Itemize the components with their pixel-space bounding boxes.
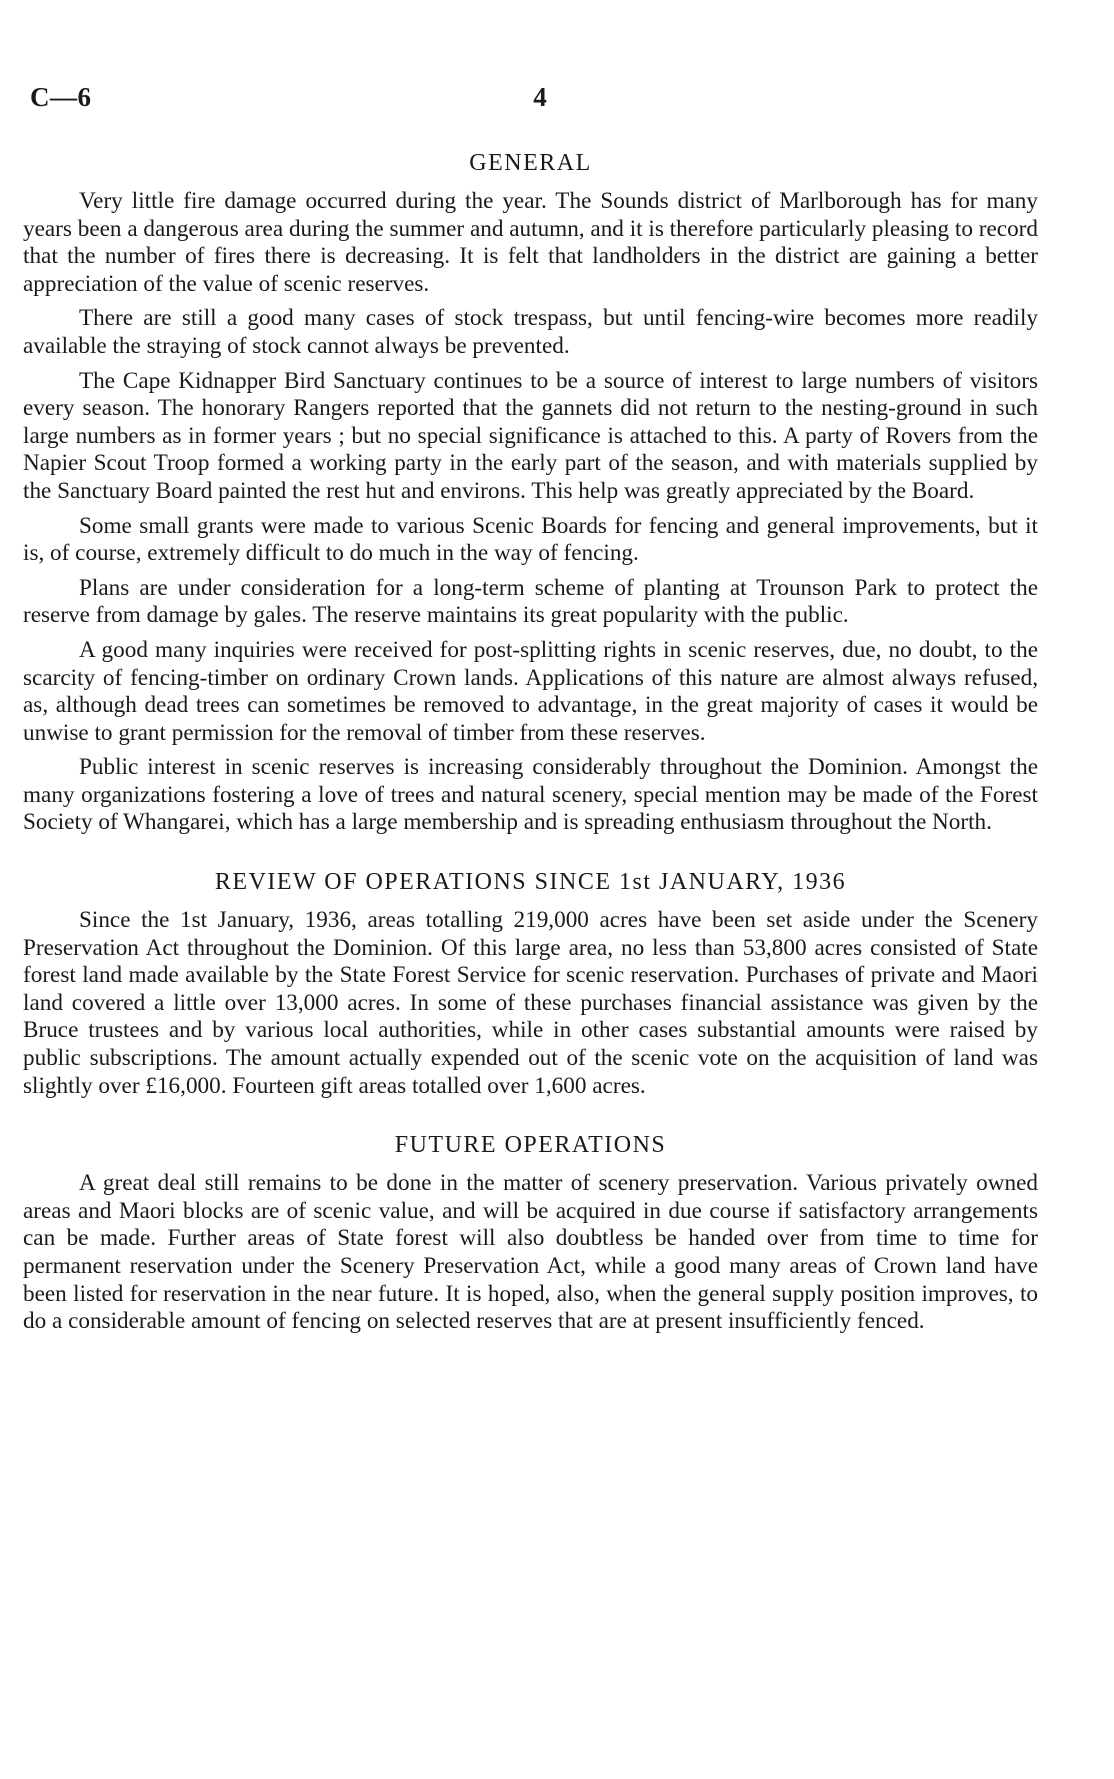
section-heading-general: GENERAL	[469, 150, 592, 176]
page-number: 4	[533, 82, 547, 112]
page-content	[23, 148, 1038, 1343]
section-review	[23, 867, 1038, 1100]
section-future	[23, 1130, 1038, 1336]
paragraph: A great deal still remains to be done in the matter of scenery preservation. Various privately owned areas and Maori blocks are of scenic value, and will be acquired in due course if satisfactory arrangements can be made. Further areas of State forest will also doubtless be handed over from time to time for permanent reservation under the Scenery Preservation Act, while a good many areas of Crown land have been listed for reservation in the near future. It is hoped, also, when the general supply position improves, to do a considerable amount of fencing on selected reserves that are at present insufficiently fenced.	[23, 1170, 1038, 1335]
paragraph: Public interest in scenic reserves is increasing considerably throughout the Dominion. Amongst the many organizations fostering a love of trees and natural scenery, special mention may be made of the Forest Society of Whangarei, which has a large membership and is spreading enthusiasm throughout the North.	[23, 754, 1038, 836]
paragraph: There are still a good many cases of stock trespass, but until fencing-wire becomes more readily available the straying of stock cannot always be prevented.	[23, 305, 1038, 359]
paragraph: The Cape Kidnapper Bird Sanctuary continues to be a source of interest to large numbers of visitors every season. The honorary Rangers reported that the gannets did not return to the nesting-ground in such large numbers as in former years ; but no special significance is attached to this. A party of Rovers from the Napier Scout Troop formed a working party in the early part of the season, and with materials supplied by the Sanctuary Board painted the rest hut and environs. This help was greatly appreciated by the Board.	[23, 367, 1038, 504]
paragraph: Since the 1st January, 1936, areas totalling 219,000 acres have been set aside under the Scenery Preservation Act throughout the Dominion. Of this large area, no less than 53,800 acres consisted of State forest land made available by the State Forest Service for scenic reservation. Purchases of private and Maori land covered a little over 13,000 acres. In some of these purchases financial assistance was given by the Bruce trustees and by various local authorities, while in other cases substantial amounts were raised by public subscriptions. The amount actually expended out of the scenic vote on the acquisition of land was slightly over £16,000. Fourteen gift areas totalled over 1,600 acres.	[23, 907, 1038, 1099]
section-general	[23, 148, 1038, 837]
paragraph: Plans are under consideration for a long-term scheme of planting at Trounson Park to protect the reserve from damage by gales. The reserve maintains its great popularity with the public.	[23, 574, 1038, 629]
paragraph: Very little fire damage occurred during the year. The Sounds district of Marlborough has for many years been a dangerous area during the summer and autumn, and it is therefore particularly pleasing to record that the number of fires there is decreasing. It is felt that landholders in the district are gaining a better appreciation of the value of scenic reserves.	[23, 188, 1038, 297]
document-reference: C—6	[30, 82, 92, 112]
section-heading-review: REVIEW OF OPERATIONS SINCE 1st JANUARY, 1936	[214, 869, 847, 896]
paragraph: A good many inquiries were received for post-splitting rights in scenic reserves, due, no doubt, to the scarcity of fencing-timber on ordinary Crown lands. Applications of this nature are almost always refused, as, although dead trees can sometimes be removed to advantage, in the great majority of cases it would be unwise to grant permission for the removal of timber from these reserves.	[23, 636, 1038, 746]
paragraph: Some small grants were made to various Scenic Boards for fencing and general improvements, but it is, of course, extremely difficult to do much in the way of fencing.	[23, 512, 1038, 567]
section-heading-future: FUTURE OPERATIONS	[394, 1132, 667, 1159]
